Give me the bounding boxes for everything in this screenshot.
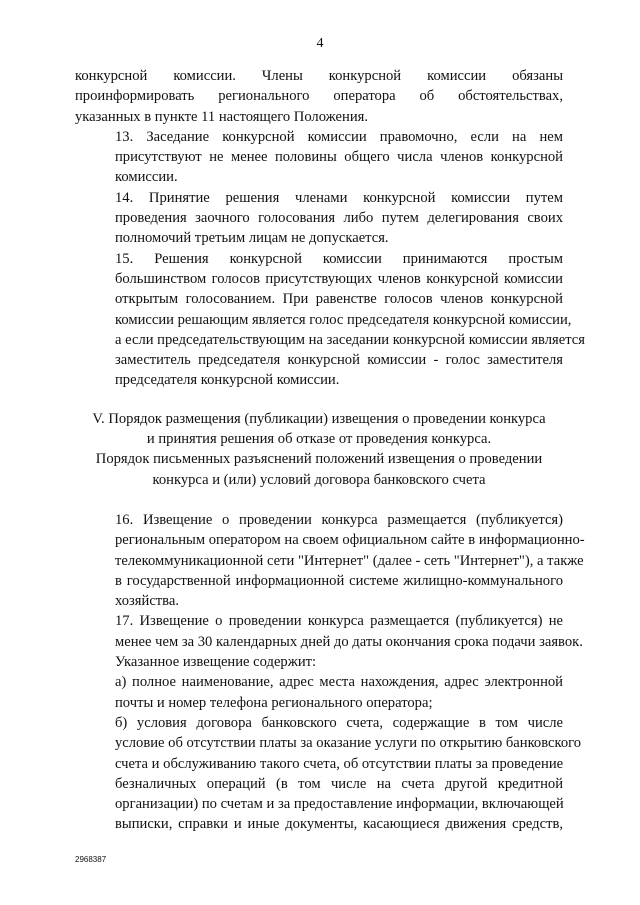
text-line: 16. Извещение о проведении конкурса размещается (публикуется) — [115, 511, 563, 528]
paragraph — [75, 713, 582, 835]
text-line: а) полное наименование, адрес места нахождения, адрес электронной — [115, 674, 563, 691]
text-line: 13. Заседание конкурсной комиссии правомочно, если на нем — [115, 128, 563, 145]
text-line: телекоммуникационной сети "Интернет" (далее - сеть "Интернет"), а также — [115, 552, 584, 569]
text-line: почты и номер телефона регионального оператора; — [115, 694, 433, 711]
heading-line: конкурса и (или) условий договора банковского счета — [152, 471, 486, 488]
text-line: а если председательствующим на заседании конкурсной комиссии является — [115, 331, 585, 348]
paragraph — [75, 66, 563, 127]
text-line: комиссии решающим является голос председателя конкурсной комиссии, — [115, 311, 572, 328]
paragraph — [75, 510, 585, 611]
text-line: счета и обслуживанию такого счета, об отсутствии платы за проведение — [115, 755, 564, 772]
heading-line: V. Порядок размещения (публикации) извещения о проведении конкурса — [92, 410, 546, 427]
paragraphs-before-section — [75, 66, 585, 391]
text-line: безналичных операций (в том числе на счета другой кредитной — [115, 775, 563, 792]
text-line: указанных в пункте 11 настоящего Положения. — [75, 108, 368, 125]
section-heading — [75, 409, 563, 490]
text-line: конкурсной комиссии. Члены конкурсной комиссии обязаны — [75, 68, 563, 84]
text-line: менее чем за 30 календарных дней до даты окончания срока подачи заявок. — [115, 633, 583, 650]
paragraph — [75, 611, 583, 672]
page-number: 4 — [316, 36, 324, 51]
paragraph — [75, 188, 563, 249]
text-line: большинством голосов присутствующих членов конкурсной комиссии — [115, 270, 563, 287]
text-line: открытым голосованием. При равенстве голосов членов конкурсной — [115, 291, 563, 308]
text-line: региональным оператором на своем официальном сайте в информационно- — [115, 532, 585, 549]
text-line: 17. Извещение о проведении конкурса размещается (публикуется) не — [115, 613, 563, 630]
document-body — [75, 66, 585, 835]
text-line: б) условия договора банковского счета, содержащие в том числе — [115, 714, 563, 731]
text-line: проведения заочного голосования либо путем делегирования своих — [115, 210, 563, 227]
text-line: выписки, справки и иные документы, касающиеся движения средств, — [115, 816, 563, 833]
text-line: условие об отсутствии платы за оказание услуги по открытию банковского — [115, 735, 582, 752]
text-line: присутствуют не менее половины общего числа членов конкурсной — [115, 149, 563, 166]
text-line: комиссии. — [115, 169, 178, 186]
text-line: проинформировать регионального оператора об обстоятельствах, — [75, 88, 563, 105]
heading-line: и принятия решения об отказе от проведения конкурса. — [146, 431, 492, 448]
text-line: заместитель председателя конкурсной комиссии - голос заместителя — [115, 352, 563, 369]
text-line: в государственной информационной системе жилищно-коммунального — [115, 572, 563, 589]
document-code: 2968387 — [75, 855, 107, 864]
paragraph — [75, 127, 563, 188]
text-line: организации) по счетам и за предоставление информации, включающей — [115, 796, 564, 813]
paragraph — [75, 672, 563, 713]
text-line: Указанное извещение содержит: — [115, 654, 317, 671]
text-line: 14. Принятие решения членами конкурсной комиссии путем — [115, 189, 563, 206]
text-line: хозяйства. — [115, 593, 180, 610]
text-line: 15. Решения конкурсной комиссии принимаются простым — [115, 250, 563, 267]
text-line: председателя конкурсной комиссии. — [115, 372, 340, 389]
text-line: полномочий третьим лицам не допускается. — [115, 230, 389, 247]
heading-line: Порядок письменных разъяснений положений извещения о проведении — [95, 451, 543, 468]
paragraphs-after-section — [75, 510, 585, 835]
paragraph — [75, 249, 585, 391]
